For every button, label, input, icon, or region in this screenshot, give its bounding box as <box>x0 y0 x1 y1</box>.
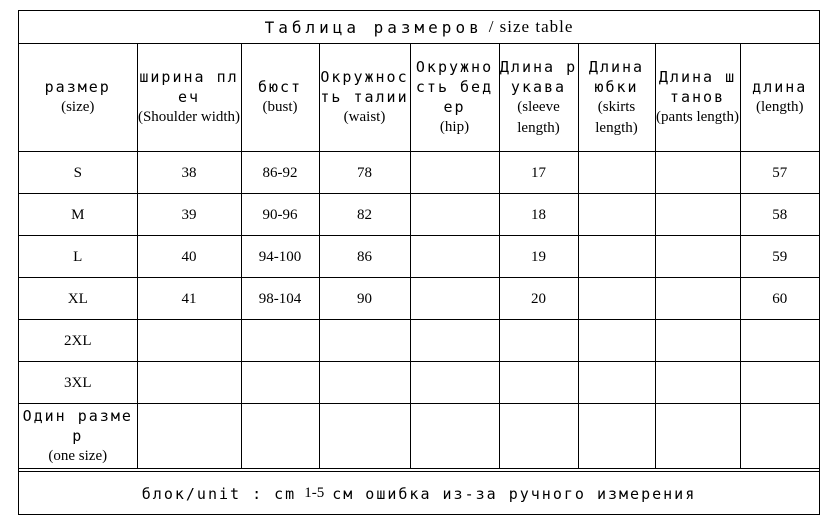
table-cell: 41 <box>137 278 241 320</box>
table-cell: 19 <box>499 236 578 278</box>
error-note: см ошибка из-за ручного измерения <box>332 484 697 503</box>
size-label-cell: 3XL <box>19 362 137 404</box>
title-en: / size table <box>488 17 574 36</box>
table-cell <box>578 278 655 320</box>
table-row <box>19 278 819 320</box>
header-row <box>19 44 819 152</box>
table-cell <box>578 152 655 194</box>
table-cell <box>655 404 740 469</box>
table-cell <box>499 362 578 404</box>
table-cell <box>410 320 499 362</box>
size-label-cell: L <box>19 236 137 278</box>
table-cell <box>241 404 319 469</box>
header-skirt: Длина юбки (skirts length) <box>578 44 655 152</box>
table-cell <box>578 404 655 469</box>
one-size-cell: Один размер (one size) <box>19 404 137 469</box>
table-row <box>19 152 819 194</box>
table-cell: 18 <box>499 194 578 236</box>
table-cell <box>655 320 740 362</box>
table-cell: 90-96 <box>241 194 319 236</box>
table-cell <box>655 278 740 320</box>
table-cell <box>655 236 740 278</box>
table-cell <box>655 152 740 194</box>
table-title <box>19 11 819 44</box>
measurement-note <box>19 471 819 515</box>
table-cell <box>740 404 819 469</box>
table-row <box>19 236 819 278</box>
table-cell <box>137 404 241 469</box>
header-shoulder: ширина плеч (Shoulder width) <box>137 44 241 152</box>
size-label-cell: M <box>19 194 137 236</box>
header-waist: Окружность талии (waist) <box>319 44 410 152</box>
table-cell <box>578 236 655 278</box>
table-cell <box>578 362 655 404</box>
table-cell: 86-92 <box>241 152 319 194</box>
table-cell: 90 <box>319 278 410 320</box>
table-cell: 58 <box>740 194 819 236</box>
table-cell <box>410 404 499 469</box>
table-cell: 59 <box>740 236 819 278</box>
size-table <box>19 43 819 469</box>
header-length: длина (length) <box>740 44 819 152</box>
table-cell: 60 <box>740 278 819 320</box>
table-cell <box>319 404 410 469</box>
header-pants: Длина штанов (pants length) <box>655 44 740 152</box>
header-hip: Окружность бедер (hip) <box>410 44 499 152</box>
table-cell <box>410 194 499 236</box>
table-cell: 20 <box>499 278 578 320</box>
title-ru: Таблица размеров <box>264 17 483 37</box>
table-cell <box>137 320 241 362</box>
table-cell <box>319 320 410 362</box>
table-cell: 86 <box>319 236 410 278</box>
table-cell <box>241 320 319 362</box>
table-row <box>19 362 819 404</box>
table-cell: 78 <box>319 152 410 194</box>
table-row <box>19 404 819 469</box>
size-label-cell: XL <box>19 278 137 320</box>
table-cell: 38 <box>137 152 241 194</box>
table-cell <box>137 362 241 404</box>
table-cell <box>655 362 740 404</box>
unit-label: блок/unit : cm <box>141 484 297 503</box>
size-label-cell: 2XL <box>19 320 137 362</box>
error-range: 1-5 <box>304 485 325 501</box>
table-cell <box>410 278 499 320</box>
table-cell: 17 <box>499 152 578 194</box>
size-table-frame <box>18 10 820 515</box>
table-cell: 39 <box>137 194 241 236</box>
table-cell <box>740 362 819 404</box>
table-cell: 98-104 <box>241 278 319 320</box>
header-sleeve: Длина рукава (sleeve length) <box>499 44 578 152</box>
header-bust: бюст (bust) <box>241 44 319 152</box>
table-cell <box>410 236 499 278</box>
table-cell <box>241 362 319 404</box>
table-cell <box>578 194 655 236</box>
table-cell <box>740 320 819 362</box>
header-size: размер (size) <box>19 44 137 152</box>
table-cell <box>410 152 499 194</box>
size-label-cell: S <box>19 152 137 194</box>
table-cell: 82 <box>319 194 410 236</box>
table-cell <box>410 362 499 404</box>
table-row <box>19 320 819 362</box>
table-cell <box>655 194 740 236</box>
table-cell <box>319 362 410 404</box>
table-cell <box>578 320 655 362</box>
table-row <box>19 194 819 236</box>
table-cell <box>499 404 578 469</box>
table-cell: 57 <box>740 152 819 194</box>
table-cell: 94-100 <box>241 236 319 278</box>
table-cell <box>499 320 578 362</box>
table-cell: 40 <box>137 236 241 278</box>
